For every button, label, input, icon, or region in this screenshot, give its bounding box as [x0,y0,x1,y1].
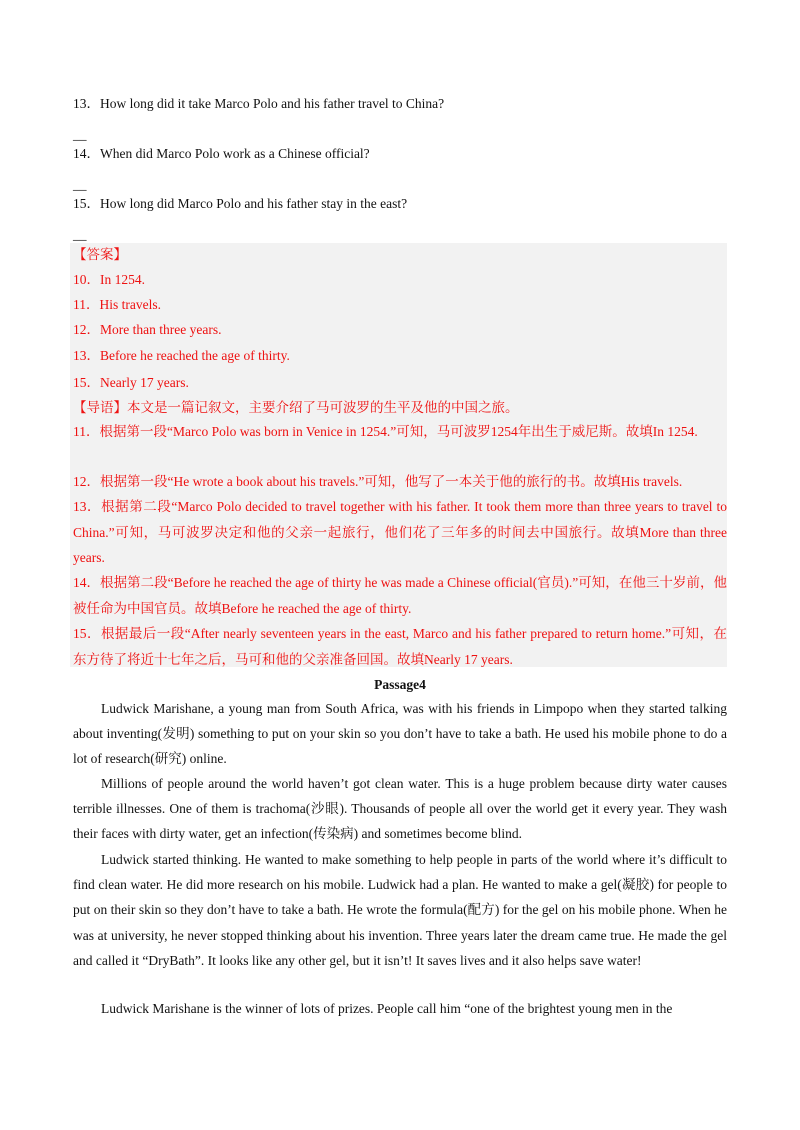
passage-paragraph: Ludwick started thinking. He wanted to make something to help people in parts of the world where it’s difficult to find clean water. He did more research on his mobile. Ludwick had a plan. He wanted to make a gel(凝胶) for people to put on their skin so they don’t have to take a bath. He wrote the formula(配方) for the gel on his mobile phone. When he was at university, he never stopped thinking about his invention. Three years later the dream came true. He made the gel and called it “DryBath”. It looks like any other gel, but it isn’t! It saves lives and it also helps save water! [73,852,727,968]
answer-heading: 【答案】 [73,247,127,262]
question-14: 14．When did Marco Polo work as a Chinese official? [73,146,370,161]
guide-text: 【导语】本文是一篇记叙文，主要介绍了马可波罗的生平及他的中国之旅。 [73,400,519,415]
passage-paragraph: Ludwick Marishane is the winner of lots of prizes. People call him “one of the brightest young men in the [101,1001,673,1016]
explanation-15: 15．根据最后一段“After nearly seventeen years in the east, Marco and his father prepared to return home.”可知，在东方待了将近十七年之后，马可和他的父亲准备回国。故填Nearly 17 years. [73,626,727,667]
answer-item: 11．His travels. [73,297,161,312]
passage-title: Passage4 [374,677,426,692]
passage-paragraph: Millions of people around the world haven’t got clean water. This is a huge problem because dirty water causes terrible illnesses. One of them is trachoma(沙眼). Thousands of people all over the world get it every year. They wash their faces with dirty water, get an infection(传染病) and sometimes become blind. [73,776,727,842]
answer-item: 15．Nearly 17 years. [73,375,189,390]
answer-blank-13: __ [73,127,87,142]
question-15: 15．How long did Marco Polo and his father stay in the east? [73,196,408,211]
answer-item: 12．More than three years. [73,322,222,337]
explanation-13: 13．根据第二段“Marco Polo decided to travel together with his father. It took them more than three years to travel to China.”可知，马可波罗决定和他的父亲一起旅行，他们花了三年多的时间去中国旅行。故填More than three years. [73,499,727,565]
answer-blank-15: __ [73,227,87,242]
answer-item: 10．In 1254. [73,272,145,287]
answer-item: 13．Before he reached the age of thirty. [73,348,290,363]
explanation-14: 14．根据第二段“Before he reached the age of thirty he was made a Chinese official(官员).”可知，在他三十岁前，他被任命为中国官员。故填Before he reached the age of thirty. [73,575,727,616]
answer-blank-14: __ [73,177,87,192]
question-13: 13．How long did it take Marco Polo and his father travel to China? [73,96,445,111]
explanation-12: 12．根据第一段“He wrote a book about his travels.”可知，他写了一本关于他的旅行的书。故填His travels. [73,474,683,489]
passage-paragraph: Ludwick Marishane, a young man from South Africa, was with his friends in Limpopo when they started talking about inventing(发明) something to put on your skin so you don’t have to take a bath. He used his mobile phone to do a lot of research(研究) online. [73,701,727,767]
explanation-11: 11．根据第一段“Marco Polo was born in Venice in 1254.”可知，马可波罗1254年出生于威尼斯。故填In 1254. [73,424,698,439]
